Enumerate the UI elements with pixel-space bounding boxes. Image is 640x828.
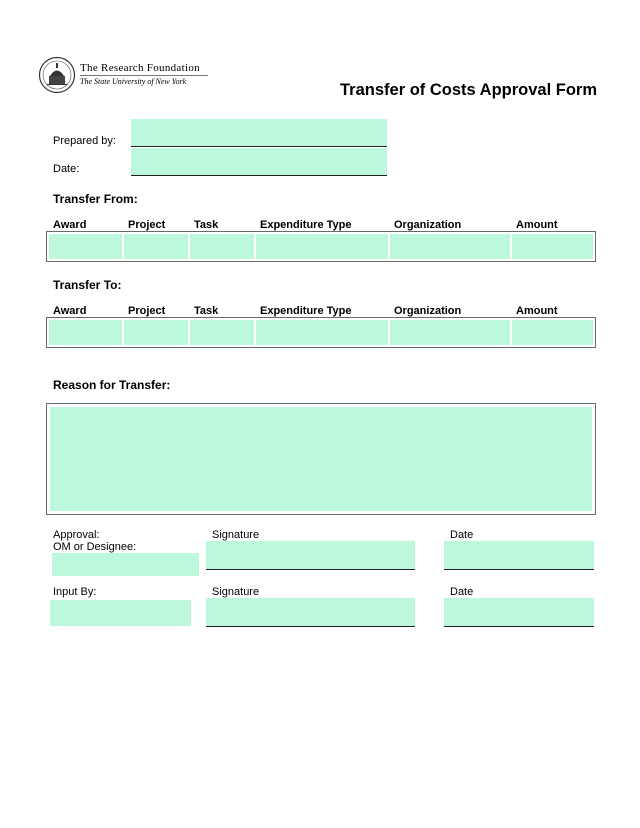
approval-name-field[interactable] [52, 553, 199, 576]
transfer-from-heading: Transfer From: [53, 192, 138, 206]
transfer-to-heading: Transfer To: [53, 278, 122, 292]
approval-date-label: Date [450, 529, 474, 541]
org-name: The Research Foundation [80, 62, 200, 74]
to-col-project: Project [128, 305, 166, 317]
reason-textarea[interactable] [50, 407, 592, 511]
date-field[interactable] [131, 148, 387, 176]
approval-signature-label: Signature [212, 529, 260, 541]
om-designee-label: OM or Designee: [53, 541, 137, 553]
logo-divider [80, 75, 208, 76]
from-project-field[interactable] [124, 234, 188, 259]
to-amount-field[interactable] [512, 320, 593, 345]
form-title: Transfer of Costs Approval Form [340, 81, 598, 99]
input-date-label: Date [450, 586, 474, 598]
reason-box [46, 403, 596, 515]
from-col-organization: Organization [394, 219, 462, 231]
logo [38, 56, 213, 96]
from-col-task: Task [194, 219, 219, 231]
from-col-project: Project [128, 219, 166, 231]
prepared-by-label: Prepared by: [53, 135, 116, 147]
to-col-amount: Amount [516, 305, 558, 317]
from-amount-field[interactable] [512, 234, 593, 259]
to-col-award: Award [53, 305, 87, 317]
transfer-from-row [46, 231, 596, 262]
to-col-task: Task [194, 305, 219, 317]
approval-date-field[interactable] [444, 541, 594, 570]
from-organization-field[interactable] [390, 234, 510, 259]
to-task-field[interactable] [190, 320, 254, 345]
to-organization-field[interactable] [390, 320, 510, 345]
input-by-name-field[interactable] [50, 600, 191, 626]
from-award-field[interactable] [49, 234, 122, 259]
reason-heading: Reason for Transfer: [53, 378, 171, 392]
input-date-field[interactable] [444, 598, 594, 627]
to-award-field[interactable] [49, 320, 122, 345]
input-signature-label: Signature [212, 586, 260, 598]
date-label: Date: [53, 163, 80, 175]
from-expenditure-type-field[interactable] [256, 234, 388, 259]
from-col-amount: Amount [516, 219, 558, 231]
from-col-award: Award [53, 219, 87, 231]
to-col-expenditure-type: Expenditure Type [260, 305, 352, 317]
prepared-by-field[interactable] [131, 119, 387, 147]
org-subtitle: The State University of New York [80, 77, 187, 86]
approval-label: Approval: [53, 529, 100, 541]
to-expenditure-type-field[interactable] [256, 320, 388, 345]
transfer-to-row [46, 317, 596, 348]
input-by-label: Input By: [53, 586, 97, 598]
seal-icon [38, 56, 76, 94]
input-signature-field[interactable] [206, 598, 415, 627]
to-col-organization: Organization [394, 305, 462, 317]
from-col-expenditure-type: Expenditure Type [260, 219, 352, 231]
from-task-field[interactable] [190, 234, 254, 259]
to-project-field[interactable] [124, 320, 188, 345]
approval-signature-field[interactable] [206, 541, 415, 570]
